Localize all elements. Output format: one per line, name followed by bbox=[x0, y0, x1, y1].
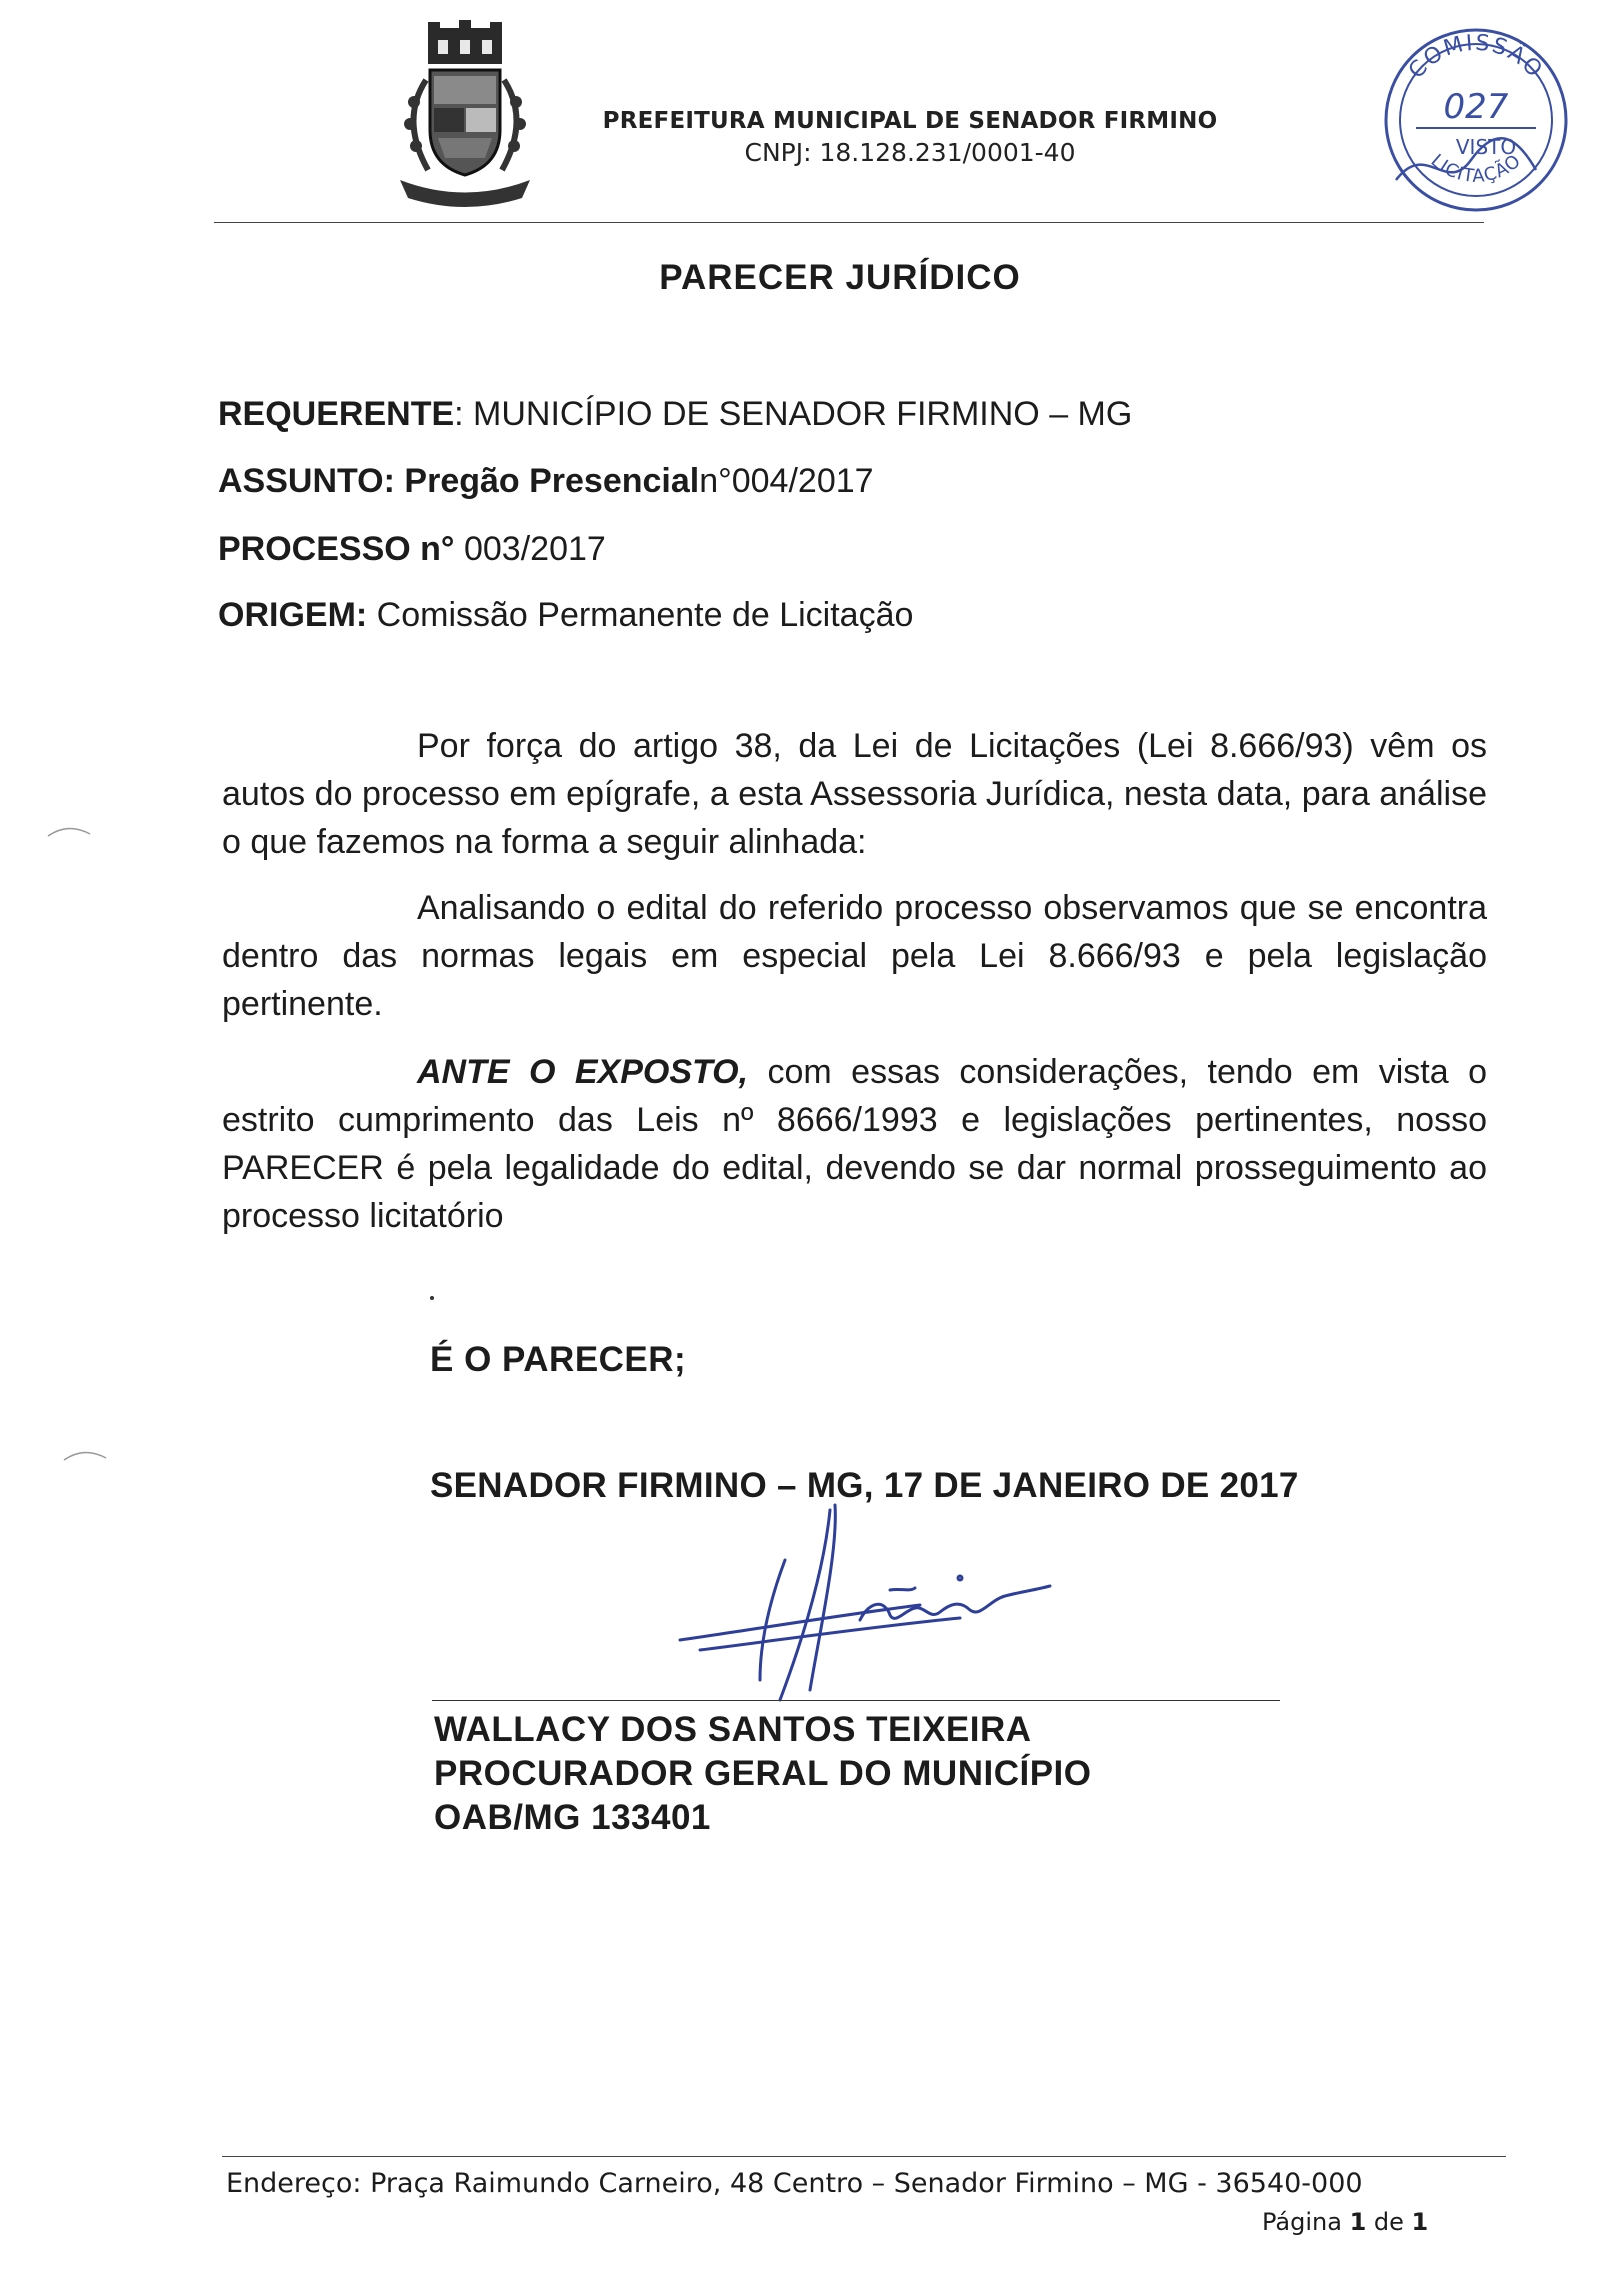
body-paragraph-3 bbox=[222, 1048, 1487, 1240]
address-label: Endereço: bbox=[226, 2168, 362, 2199]
commission-stamp bbox=[1376, 20, 1576, 220]
processo-value: 003/2017 bbox=[463, 530, 606, 568]
info-origem bbox=[218, 596, 913, 635]
processo-label: PROCESSO n° bbox=[218, 530, 455, 568]
page-current: 1 bbox=[1349, 2208, 1367, 2236]
stamp-bottom-text: LICITAÇÃO bbox=[1426, 150, 1526, 187]
page-number bbox=[1262, 2208, 1428, 2236]
signer-role: PROCURADOR GERAL DO MUNICÍPIO bbox=[434, 1754, 1092, 1793]
scan-mark-1 bbox=[44, 820, 94, 840]
assunto-bold: Pregão Presencial bbox=[404, 462, 700, 500]
page-total: 1 bbox=[1411, 2208, 1429, 2236]
body-paragraph-2 bbox=[222, 884, 1487, 1028]
assunto-value: n°004/2017 bbox=[699, 462, 874, 500]
origem-value: Comissão Permanente de Licitação bbox=[376, 596, 914, 634]
coat-of-arms-icon bbox=[390, 20, 540, 210]
footer-rule bbox=[222, 2156, 1506, 2157]
body-paragraph-1 bbox=[222, 722, 1487, 866]
header-rule bbox=[214, 222, 1484, 223]
requerente-value: MUNICÍPIO DE SENADOR FIRMINO – MG bbox=[473, 395, 1133, 433]
paragraph-1-text: Por força do artigo 38, da Lei de Licitações (Lei 8.666/93) vêm os autos do processo em epígrafe, a esta Assessoria Jurídica, nesta data, para análise o que fazemos na forma a seguir alinhada: bbox=[222, 727, 1487, 861]
paragraph-3-lead: ANTE O EXPOSTO, bbox=[417, 1053, 749, 1091]
signer-oab: OAB/MG 133401 bbox=[434, 1798, 711, 1837]
footer-address bbox=[226, 2168, 1363, 2199]
assunto-label: ASSUNTO: bbox=[218, 462, 395, 500]
info-requerente: REQUERENTE: MUNICÍPIO DE SENADOR FIRMINO – MG bbox=[218, 395, 1133, 433]
page-prefix: Página bbox=[1262, 2208, 1342, 2236]
page-title: PARECER JURÍDICO bbox=[659, 258, 1021, 297]
stamp-top-text: COMISSÃO bbox=[1404, 30, 1548, 84]
signature-line bbox=[432, 1700, 1280, 1701]
scan-mark-2 bbox=[60, 1444, 110, 1464]
origem-label: ORIGEM: bbox=[218, 596, 368, 634]
page-of: de bbox=[1373, 2208, 1404, 2236]
header-cnpj: CNPJ: 18.128.231/0001-40 bbox=[744, 138, 1076, 167]
svg-text:COMISSÃO bbox=[1404, 31, 1548, 84]
handwritten-signature bbox=[660, 1500, 1080, 1710]
signer-name: WALLACY DOS SANTOS TEIXEIRA bbox=[434, 1710, 1032, 1749]
stamp-number: 027 bbox=[1443, 87, 1509, 127]
paragraph-2-text: Analisando o edital do referido processo observamos que se encontra dentro das normas legais em especial pela Lei 8.666/93 e pela legislação pertinente. bbox=[222, 889, 1487, 1023]
info-assunto bbox=[218, 462, 874, 501]
header-title: PREFEITURA MUNICIPAL DE SENADOR FIRMINO bbox=[602, 108, 1218, 134]
stray-dot bbox=[430, 1296, 434, 1300]
place-and-date: SENADOR FIRMINO – MG, 17 DE JANEIRO DE 2017 bbox=[430, 1466, 1299, 1505]
requerente-label: REQUERENTE bbox=[218, 395, 455, 433]
header bbox=[560, 108, 1260, 167]
address-text: Praça Raimundo Carneiro, 48 Centro – Senador Firmino – MG - 36540-000 bbox=[370, 2168, 1363, 2199]
closing-statement: É O PARECER; bbox=[430, 1340, 687, 1379]
info-processo bbox=[218, 530, 606, 569]
paragraph-3-text: com essas considerações, tendo em vista o estrito cumprimento das Leis nº 8666/1993 e legislações pertinentes, nosso PARECER é pela legalidade do edital, devendo se dar normal prosseguimento ao processo licitatório bbox=[222, 1053, 1487, 1235]
stamp-visto: VISTO bbox=[1455, 135, 1517, 159]
